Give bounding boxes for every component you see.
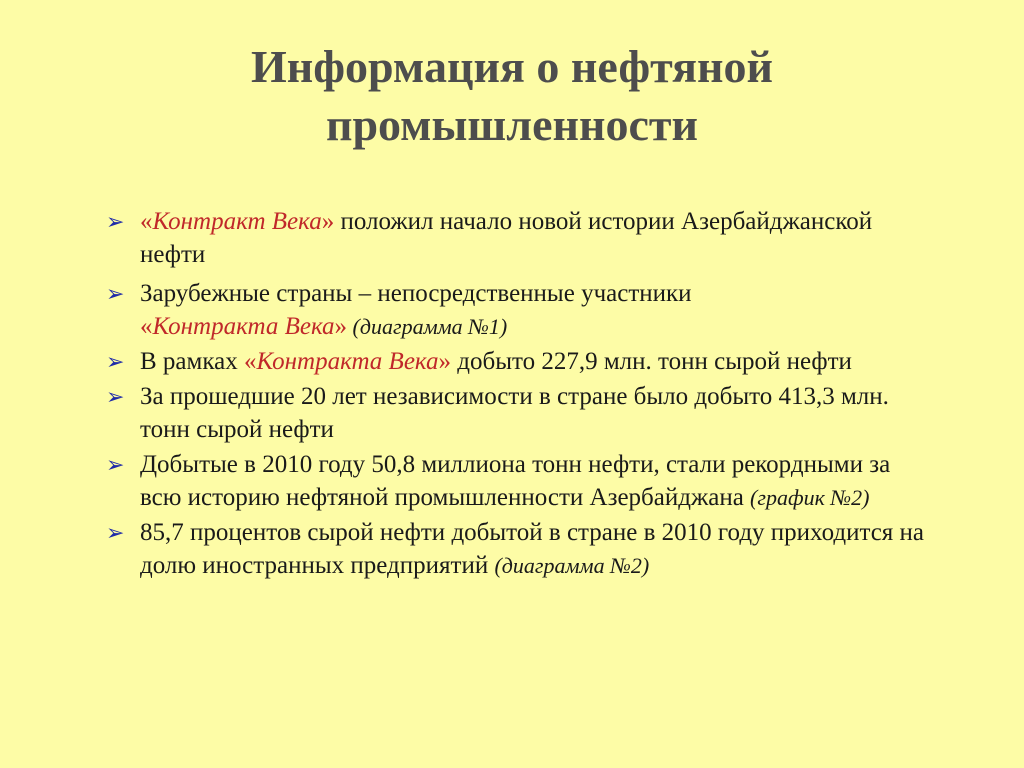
slide-title bbox=[0, 38, 1024, 154]
list-item bbox=[102, 345, 932, 378]
bullet-text: положил начало новой истории Азербайджанской нефти bbox=[140, 208, 873, 268]
bullet-text: Добытые в 2010 году 50,8 миллиона тонн нефти, стали рекордными за всю историю нефтяной промышленности Азербайджана bbox=[140, 451, 891, 511]
list-item bbox=[102, 448, 932, 514]
arrow-bullet-icon: ➢ bbox=[106, 521, 125, 546]
contract-name: Контракт Века bbox=[152, 208, 322, 235]
quote-close: » bbox=[334, 313, 348, 340]
arrow-bullet-icon: ➢ bbox=[106, 453, 125, 478]
arrow-bullet-icon: ➢ bbox=[106, 385, 125, 410]
title-line-1: Информация о нефтяной bbox=[250, 41, 774, 92]
list-item bbox=[102, 277, 932, 343]
list-item bbox=[102, 380, 932, 446]
quote-open: « bbox=[243, 348, 257, 375]
bullet-text: За прошедшие 20 лет независимости в стране было добыто 413,3 млн. тонн сырой нефти bbox=[140, 383, 889, 443]
bullet-text-before: В рамках bbox=[140, 348, 244, 375]
chart-reference: (график №2) bbox=[750, 485, 870, 510]
bullet-text: 85,7 процентов сырой нефти добытой в стране в 2010 году приходится на долю иностранных предприятий bbox=[140, 519, 925, 579]
arrow-bullet-icon: ➢ bbox=[106, 282, 125, 307]
quote-close: » bbox=[438, 348, 451, 375]
arrow-bullet-icon: ➢ bbox=[106, 350, 125, 375]
list-item bbox=[102, 516, 932, 582]
arrow-bullet-icon: ➢ bbox=[106, 210, 125, 235]
contract-name: Контракта Века bbox=[256, 348, 439, 375]
bullet-text-after: добыто 227,9 млн. тонн сырой нефти bbox=[451, 348, 852, 375]
contract-name: Контракта Века bbox=[152, 313, 335, 340]
diagram-reference: (диаграмма №2) bbox=[494, 553, 650, 578]
title-line-2: промышленности bbox=[325, 99, 699, 150]
quote-open: « bbox=[140, 313, 153, 340]
diagram-reference: (диаграмма №1) bbox=[347, 314, 508, 339]
list-item bbox=[102, 205, 932, 271]
quote-open: « bbox=[140, 208, 153, 235]
bullet-text: Зарубежные страны – непосредственные участники bbox=[140, 280, 692, 307]
bullet-list bbox=[102, 205, 932, 584]
quote-close: » bbox=[321, 208, 335, 235]
